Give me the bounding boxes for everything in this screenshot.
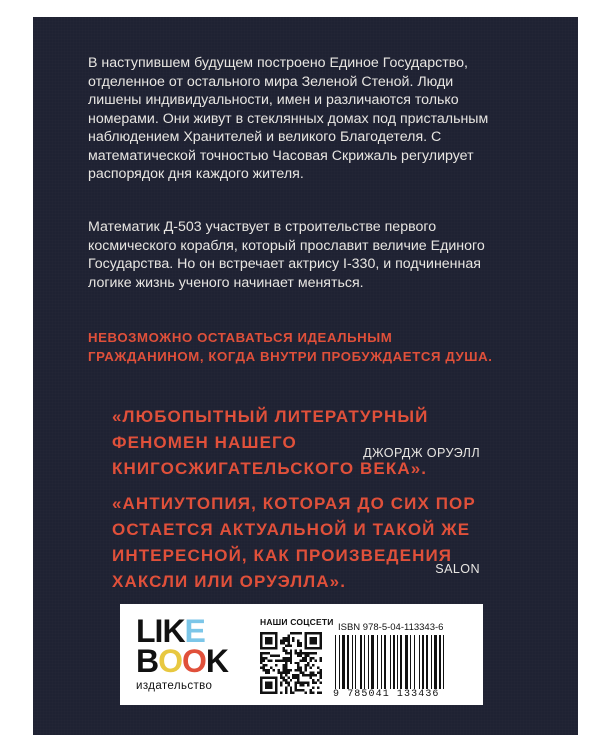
logo-letter: O — [158, 643, 182, 679]
publisher-panel — [120, 604, 483, 705]
quote-2-author: SALON — [435, 562, 480, 576]
logo-row-like — [136, 613, 254, 649]
logo-letter: I — [154, 613, 163, 649]
tagline: НЕВОЗМОЖНО ОСТАВАТЬСЯ ИДЕАЛЬНЫМ ГРАЖДАНИНОМ, КОГДА ВНУТРИ ПРОБУЖДАЕТСЯ ДУША. — [88, 330, 493, 364]
logo-row-book — [136, 643, 254, 679]
logo-letter: B — [136, 643, 159, 679]
publisher-logo — [136, 613, 254, 692]
qr-code-icon[interactable] — [260, 632, 322, 694]
logo-letter: K — [205, 643, 228, 679]
description-paragraph-1: В наступившем будущем построено Единое Государство, отделенное от остального мира Зеленой Стеной. Люди лишены индивидуальности, имен и различаются только номерами. Они живут в стеклянных домах под пристальным наблюдением Хранителей и великого Благодетеля. С математической точностью Часовая Скрижаль регулирует распорядок дня каждого жителя. — [88, 55, 489, 182]
barcode-icon — [333, 635, 473, 689]
social-label: НАШИ СОЦСЕТИ — [260, 617, 334, 627]
logo-letter: L — [136, 613, 155, 649]
logo-letter: K — [162, 613, 185, 649]
isbn-text: ISBN 978-5-04-113343-6 — [338, 622, 444, 633]
quote-2-text: «АНТИУТОПИЯ, КОТОРАЯ ДО СИХ ПОР ОСТАЕТСЯ АКТУАЛЬНОЙ И ТАКОЙ ЖЕ ИНТЕРЕСНОЙ, КАК ПРОИЗВЕДЕНИЯ ХАКСЛИ ИЛИ ОРУЭЛЛА». — [112, 494, 476, 591]
barcode-digits: 9 785041 133436 — [333, 689, 440, 700]
publisher-subtitle: издательство — [136, 680, 213, 692]
description-paragraph-2: Математик Д-503 участвует в строительстве первого космического корабля, который прославит величие Единого Государства. Но он встречает актрису I-330, и подчиненная логике жизнь ученого начинает меняться. — [88, 219, 485, 291]
quote-1-author: ДЖОРДЖ ОРУЭЛЛ — [363, 446, 480, 460]
logo-letter: O — [182, 643, 206, 679]
quote-1-text: «ЛЮБОПЫТНЫЙ ЛИТЕРАТУРНЫЙ ФЕНОМЕН НАШЕГО КНИГОСЖИГАТЕЛЬСКОГО ВЕКА». — [112, 407, 429, 478]
logo-letter: E — [184, 613, 205, 649]
